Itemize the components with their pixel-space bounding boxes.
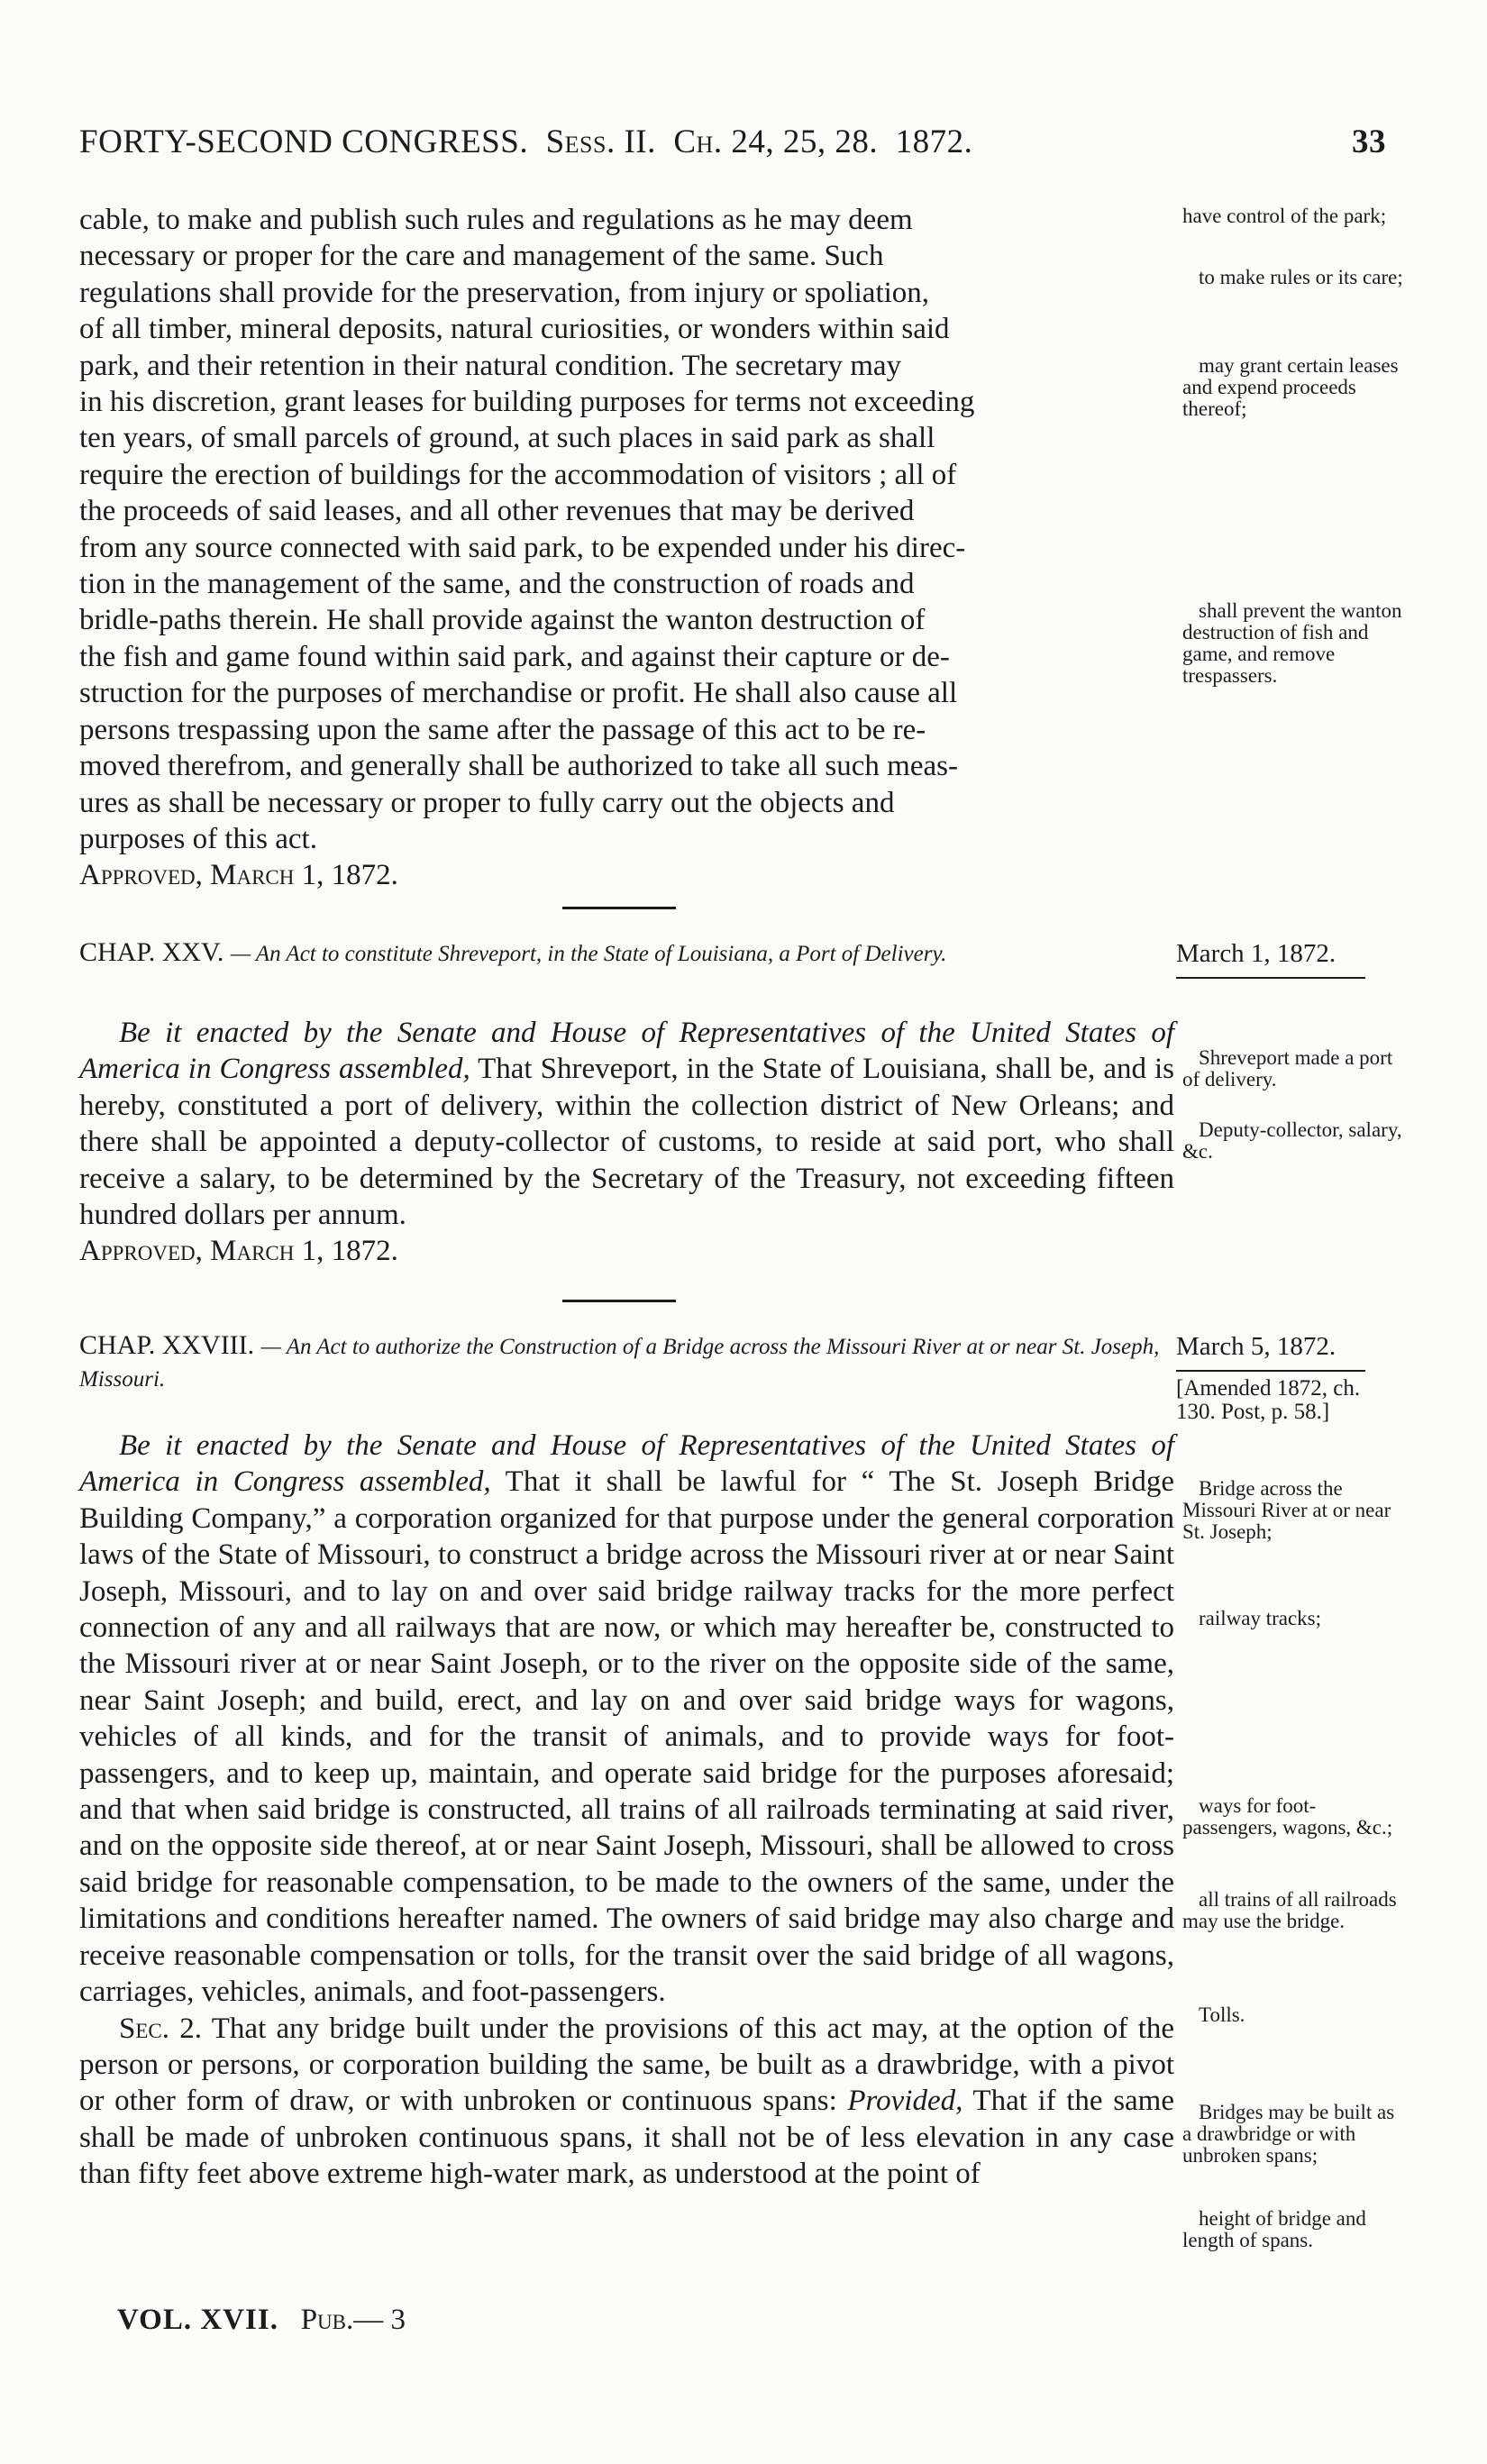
section-2-rest: That if the same shall be made of unbroken continuous spans, it shall not be of less elevation in any case than fifty feet above extreme high-water mark, as understood at the point of — [79, 2085, 1174, 2191]
chapter-28-title: — An Act to authorize the Construction of a Bridge across the Missouri River at or near St. Joseph, Missouri. — [79, 1335, 1160, 1392]
chapter-28-text: That it shall be lawful for “ The St. Joseph Bridge Building Company,” a corporation organized for that purpose under the general corporation laws of the State of Missouri, to construct a bridge across the Missouri river at or near Saint Joseph, Missouri, and to lay on and over said bridge railway tracks for the more perfect connection of any and all railways that are now, or which may hereafter be, constructed to the Missouri river at or near Saint Joseph, or to the river on the opposite side of the same, near Saint Joseph; and build, erect, and lay on and over said bridge ways for wagons, vehicles of all kinds, and for the transit of animals, and to provide ways for foot-passengers, and to keep up, maintain, and operate said bridge for the purposes aforesaid; and that when said bridge is constructed, all trains of all railroads terminating at said river, and on the opposite side thereof, at or near Saint Joseph, Missouri, shall be allowed to cross said bridge for reasonable compensation, to be made to the owners of the same, under the limitations and conditions hereafter named. The owners of said bridge may also charge and receive reasonable compensation or tolls, for the transit over the said bridge of all wagons, carriages, vehicles, animals, and foot-passengers. — [79, 1465, 1175, 2009]
section-divider — [562, 1300, 676, 1302]
chapter-25-heading — [79, 937, 1174, 970]
margin-note: Bridge across the Missouri River at or near St. Joseph; — [1182, 1477, 1391, 1543]
header-chapters: Ch. 24, 25, 28. — [673, 123, 879, 160]
page-number: 33 — [1352, 123, 1386, 160]
date-rule — [1176, 977, 1365, 979]
text-line: moved therefrom, and generally shall be authorized to take all such meas- — [79, 750, 958, 783]
page-header — [79, 123, 1386, 168]
margin-note: Bridges may be built as a drawbridge or with unbroken spans; — [1182, 2101, 1395, 2167]
footer-volume: VOL. XVII. — [117, 2304, 278, 2336]
margin-note: Tolls. — [1199, 2003, 1245, 2026]
chapter-28-label: CHAP. XXVIII. — [79, 1330, 255, 1360]
header-session: Sess. II. — [545, 123, 656, 160]
text-line: struction for the purposes of merchandise or profit. He shall also cause all — [79, 677, 958, 710]
chapter-25-label: CHAP. XXV. — [79, 937, 224, 967]
margin-note: Deputy-collector, salary, &c. — [1182, 1118, 1402, 1163]
text-line: from any source connected with said park, to be expended under his direc- — [79, 531, 966, 564]
text-line: purposes of this act. — [79, 822, 317, 855]
date-rule — [1176, 1370, 1365, 1372]
page-footer — [117, 2304, 406, 2337]
chapter-25-body — [79, 1015, 1174, 1270]
text-line: of all timber, mineral deposits, natural curiosities, or wonders within said — [79, 313, 950, 346]
header-title: FORTY-SECOND CONGRESS. — [79, 123, 529, 160]
text-line: require the erection of buildings for the accommodation of visitors ; all of — [79, 458, 957, 491]
margin-note: Shreveport made a port of delivery. — [1182, 1046, 1393, 1091]
text-line: in his discretion, grant leases for building purposes for terms not exceeding — [79, 386, 975, 419]
chapter-25-date: March 1, 1872. — [1176, 939, 1336, 968]
margin-note: ways for foot-passengers, wagons, &c.; — [1182, 1794, 1393, 1839]
text-line: cable, to make and publish such rules and regulations as he may deem — [79, 204, 913, 236]
margin-note: height of bridge and length of spans. — [1182, 2207, 1366, 2251]
text-line: persons trespassing upon the same after the passage of this act to be re- — [79, 713, 926, 746]
margin-note: have control of the park; — [1182, 205, 1387, 227]
chapter-28-date: March 5, 1872. — [1176, 1332, 1336, 1361]
enacting-clause: Be it enacted by the Senate and House of Representatives of the United States of America in Congress assembled, — [79, 1017, 1174, 1086]
margin-note: railway tracks; — [1199, 1607, 1322, 1629]
amended-note: [Amended 1872, ch. 130. Post, p. 58.] — [1176, 1376, 1361, 1424]
approved-line: Approved, March 1, 1872. — [79, 1235, 398, 1268]
margin-note: shall prevent the wanton destruction of fish and game, and remove trespassers. — [1182, 599, 1402, 687]
provided-word: Provided, — [847, 2085, 963, 2118]
text-line: tion in the management of the same, and the construction of roads and — [79, 568, 915, 601]
margin-note: to make rules or its care; — [1199, 266, 1403, 288]
header-year: 1872. — [895, 123, 973, 160]
margin-note: all trains of all railroads may use the bridge. — [1182, 1888, 1397, 1932]
text-line: necessary or proper for the care and management of the same. Such — [79, 240, 884, 273]
text-line: bridle-paths therein. He shall provide against the wanton destruction of — [79, 604, 926, 637]
section-2-label: Sec. 2. — [119, 2012, 203, 2045]
text-line: ures as shall be necessary or proper to fully carry out the objects and — [79, 786, 895, 819]
margin-note: may grant certain leases and expend proceeds thereof; — [1182, 354, 1399, 420]
chapter-28-heading — [79, 1330, 1174, 1395]
text-line: the proceeds of said leases, and all other revenues that may be derived — [79, 495, 915, 528]
chapter-28-body — [79, 1428, 1174, 2193]
text-line: park, and their retention in their natural condition. The secretary may — [79, 349, 902, 382]
section1-text — [79, 202, 1174, 894]
text-line: the fish and game found within said park, and against their capture or de- — [79, 640, 950, 673]
text-line: ten years, of small parcels of ground, at such places in said park as shall — [79, 422, 935, 455]
chapter-25-title: — An Act to constitute Shreveport, in the State of Louisiana, a Port of Delivery. — [230, 942, 947, 966]
enacting-clause: Be it enacted by the Senate and House of Representatives of the United States of America in Congress assembled, — [79, 1429, 1174, 1499]
section-2-text: That any bridge built under the provisions of this act may, at the option of the person or persons, or corporation building the same, be built as a drawbridge, with a pivot or other form of draw, or with unbroken or continuous spans: — [79, 2012, 1175, 2118]
chapter-25-text: That Shreveport, in the State of Louisiana, shall be, and is hereby, constituted a port of delivery, within the collection district of New Orleans; and there shall be appointed a deputy-collector of customs, to reside at said port, who shall receive a salary, to be determined by the Secretary of the Treasury, not exceeding fifteen hundred dollars per annum. — [79, 1053, 1174, 1232]
approved-line: Approved, March 1, 1872. — [79, 859, 398, 892]
text-line: regulations shall provide for the preservation, from injury or spoliation, — [79, 276, 930, 309]
footer-signature: Pub.— 3 — [300, 2304, 406, 2336]
section-divider — [562, 907, 676, 909]
